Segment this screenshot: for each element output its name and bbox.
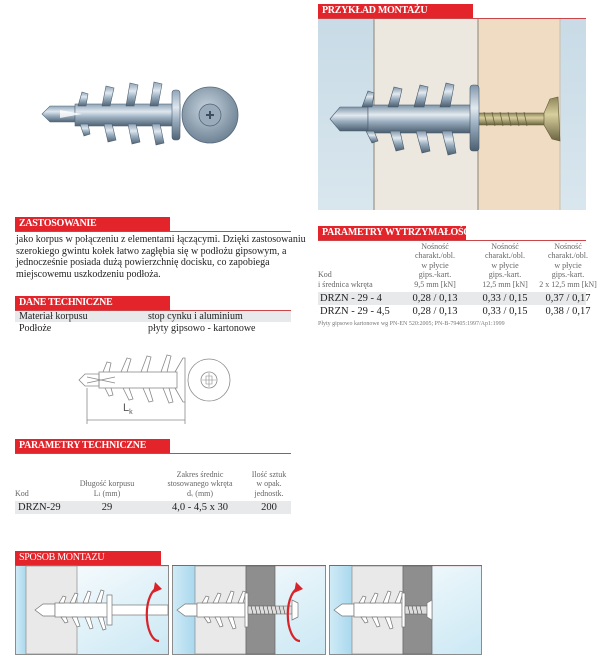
cell-code: DRZN - 29 - 4,5	[320, 306, 390, 317]
header-line: 2 x 12,5 mm [kN]	[539, 279, 597, 289]
description-line: szerokiego gwintu kołek łatwo zagłębia się w podłożu gipsowym, a	[16, 245, 287, 257]
column-header-length	[67, 479, 147, 498]
column-header-9-5mm	[400, 242, 470, 290]
section-header-tech-data	[15, 296, 291, 310]
header-line: charakt./obl.	[485, 251, 525, 260]
column-header-qty	[247, 470, 291, 499]
table-header-row	[15, 467, 291, 501]
header-line: Kod	[15, 488, 29, 498]
cell-value: 0,33 / 0,15	[482, 293, 528, 304]
cell-value: 0,37 / 0,17	[545, 293, 591, 304]
tech-data-label: Materiał korpusu	[19, 311, 88, 322]
dimension-letter: L	[123, 402, 130, 414]
header-line: Lₗ (mm)	[93, 488, 121, 498]
tech-data-value: stop cynku i aluminium	[148, 311, 243, 322]
application-description	[16, 234, 306, 280]
cell-value: 0,28 / 0,13	[412, 293, 458, 304]
cell-value: 0,33 / 0,15	[482, 306, 528, 317]
tech-data-label: Podłoże	[19, 323, 52, 334]
description-line: miejscowemu uszkodzeniu podłoża.	[16, 268, 161, 280]
header-line: Nośność	[491, 241, 519, 251]
mounting-step-2	[172, 565, 326, 655]
header-line: gips.-kart.	[418, 270, 452, 279]
column-header-code	[318, 270, 373, 289]
header-line: 9,5 mm [kN]	[414, 279, 456, 289]
header-line: Kod	[318, 270, 332, 279]
section-header-mounting	[15, 551, 181, 565]
section-header-strength	[318, 226, 586, 240]
mounting-step-1	[15, 565, 169, 655]
header-line: dᵥ (mm)	[186, 488, 214, 498]
column-header-range	[155, 470, 245, 499]
header-line: 12,5 mm [kN]	[482, 279, 528, 289]
section-title: ZASTOSOWANIE	[15, 217, 170, 231]
mounting-step-3	[329, 565, 482, 655]
tech-data-row	[15, 311, 291, 322]
column-header-code	[15, 489, 29, 499]
section-header-example	[318, 4, 586, 18]
table-row	[318, 305, 591, 318]
strength-table	[318, 241, 597, 327]
tech-data-table	[15, 311, 291, 334]
section-header-application	[15, 217, 291, 231]
header-line: w płycie	[421, 260, 449, 270]
header-line: Ilość sztuk	[251, 469, 287, 479]
section-title: PARAMETRY TECHNICZNE	[15, 439, 170, 453]
cell-qty: 200	[261, 502, 277, 513]
header-line: gips.-kart.	[551, 270, 585, 279]
cell-value: 0,38 / 0,17	[545, 306, 591, 317]
dimension-label	[123, 402, 133, 416]
header-line: Długość korpusu	[79, 479, 135, 488]
header-line: stosowanego wkręta	[167, 479, 233, 488]
header-line: w opak.	[256, 479, 282, 488]
cell-length: 29	[101, 502, 113, 513]
header-line: w płycie	[491, 260, 519, 270]
header-line: w płycie	[554, 260, 582, 270]
section-title: SPOSOB MONTAZU	[15, 551, 161, 565]
description-line: jednocześnie posiada dużą powierzchnię docisku, co zapobiega	[16, 257, 270, 268]
product-photo	[30, 70, 260, 165]
header-line: Nośność	[554, 241, 582, 251]
strength-footnote: Płyty gipsowo kartonowe wg PN-EN 520:2005; PN-B-79405:1997/Ap1:1999	[318, 321, 505, 327]
description-line: jako korpus w połączeniu z elementami łączącymi. Dzięki zastosowaniu	[16, 234, 306, 245]
cell-range: 4,0 - 4,5 x 30	[172, 502, 228, 513]
header-line: jednostk.	[254, 488, 284, 498]
table-row	[318, 292, 591, 305]
section-title: DANE TECHNICZNE	[15, 296, 170, 310]
header-line: Nośność	[421, 241, 449, 251]
dimension-subscript: k	[129, 409, 133, 417]
mounting-example-photo	[318, 19, 586, 210]
header-line: Zakres średnic	[176, 469, 224, 479]
table-header-row	[318, 241, 597, 292]
cell-code: DRZN-29	[18, 502, 61, 513]
section-header-tech-params	[15, 439, 291, 453]
table-row	[15, 501, 291, 514]
header-line: i średnica wkręta	[318, 279, 373, 289]
header-line: gips.-kart.	[488, 270, 522, 279]
tech-params-table	[15, 467, 291, 514]
cell-code: DRZN - 29 - 4	[320, 293, 382, 304]
header-line: charakt./obl.	[415, 251, 455, 260]
section-title: PRZYKŁAD MONTAŻU	[318, 4, 473, 18]
section-title: PARAMETRY WYTRZYMAŁOŚCI	[318, 226, 466, 240]
anchor-technical-drawing	[75, 350, 245, 425]
column-header-2x12-5mm	[528, 242, 602, 290]
tech-data-row	[15, 322, 291, 334]
header-line: charakt./obl.	[548, 251, 588, 260]
cell-value: 0,28 / 0,13	[412, 306, 458, 317]
tech-data-value: płyty gipsowo - kartonowe	[148, 323, 256, 334]
